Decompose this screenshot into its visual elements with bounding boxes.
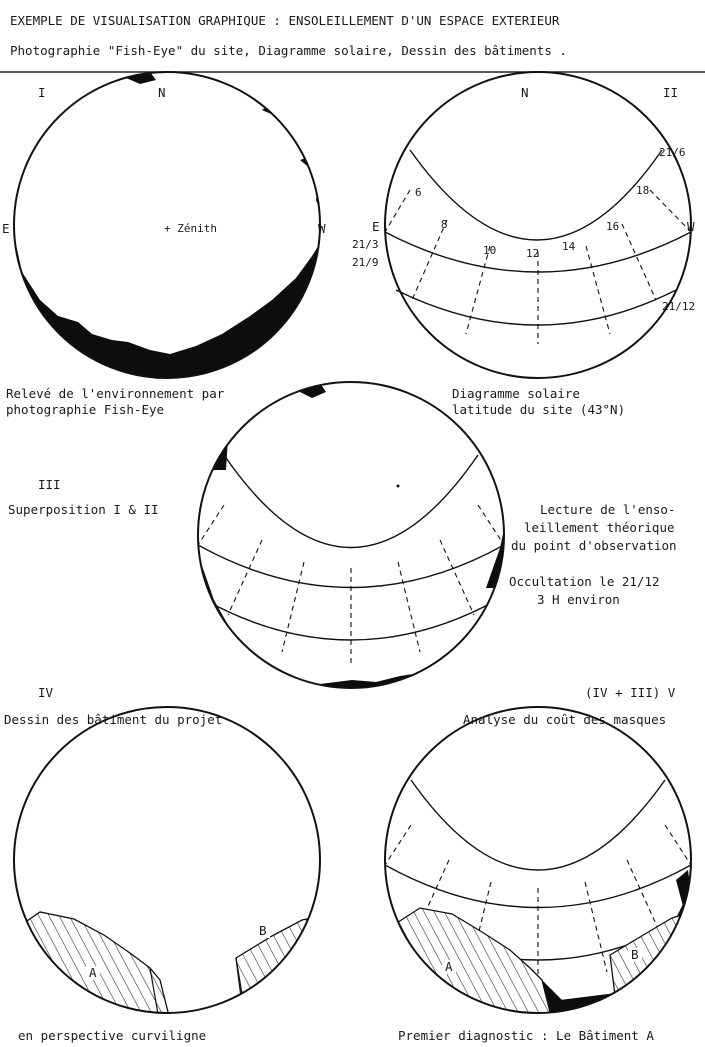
panel1-fisheye-diagram [0,72,330,380]
panel3-note-line1: Lecture de l'enso- [540,502,676,517]
panel2-sky-circle [385,72,691,378]
panel1-west-label: W [318,221,326,236]
panel2-hour-8: 8 [441,218,448,231]
panel3-mask-right [478,430,510,588]
panel2-caption-line1: Diagramme solaire [452,386,580,401]
panel3-hour-line-14 [398,562,420,652]
panel2-caption-line2: latitude du site (43°N) [452,402,626,417]
panel2-roman: II [663,85,679,100]
panel3-path-summer [224,455,478,548]
panel2-date-equinox-a: 21/3 [352,238,379,251]
panel3-label: Superposition I & II [8,502,159,517]
panel2-path-summer [410,150,662,240]
panel2-sunpath-diagram [385,72,691,378]
panel2-hour-14: 14 [562,240,576,253]
panel4-roman: IV [38,685,54,700]
panel2-hour-16: 16 [606,220,620,233]
panel4-building-b [236,916,324,1020]
panel5-mask-topleft [390,714,490,790]
panel3-hour-line-8 [228,540,262,615]
panel2-hour-line-18 [650,190,691,232]
panel2-north-label: N [521,85,529,100]
panel3-hour-line-6 [198,505,224,545]
panel5-hour-line-6 [385,825,411,865]
panel5-hour-line-16 [627,860,661,935]
panel4-building-a [0,912,170,1020]
panel3-note-line4: Occultation le 21/12 [509,574,660,589]
panel3-roman: III [38,477,61,492]
panel1-east-label: E [2,221,10,236]
page-subtitle: Photographie "Fish-Eye" du site, Diagramme solaire, Dessin des bâtiments . [10,43,567,58]
panel5-building-b-label: B [631,947,639,962]
panel1-horizon-mask-bottom [0,235,330,380]
panel2-west-label: W [687,219,695,234]
panel5-hour-line-14 [585,882,607,972]
panel4-caption: en perspective curviligne [18,1028,207,1043]
panel5-analysis-diagram [370,707,700,1020]
panel4-building-a-label: A [89,965,97,980]
panel3-note-line5: 3 H environ [537,592,620,607]
panel1-zenith-label: + Zénith [164,222,217,235]
panel5-hour-line-18 [665,825,691,865]
panel1-roman: I [38,85,46,100]
panel5-roman: (IV + III) V [585,685,676,700]
panel5-mask-topright [600,716,700,760]
panel4-buildings-diagram [0,707,324,1020]
panel2-date-equinox-b: 21/9 [352,256,379,269]
panel3-zenith-dot [397,485,400,488]
panel4-label: Dessin des bâtiment du projet [4,712,223,727]
panel5-label: Analyse du coût des masques [463,712,667,727]
panel2-hour-10: 10 [483,244,497,257]
panel2-east-label: E [372,219,380,234]
panel2-date-winter: 21/12 [662,300,696,313]
panel3-superposition-diagram [190,380,520,700]
panel5-caption: Premier diagnostic : Le Bâtiment A [398,1028,654,1043]
page-title: EXEMPLE DE VISUALISATION GRAPHIQUE : ENSOLEILLEMENT D'UN ESPACE EXTERIEUR [10,13,560,28]
panel5-path-summer [411,780,665,870]
panel5-building-a-label: A [445,959,453,974]
panel3-hour-line-18 [478,505,504,545]
panel3-mask-topleft [204,438,228,470]
panel2-hour-6: 6 [415,186,422,199]
panel4-building-b-label: B [259,923,267,938]
panel1-north-label: N [158,85,166,100]
panel2-hour-12: 12 [526,247,540,260]
panel2-hour-18: 18 [636,184,650,197]
panel2-date-summer: 21/6 [659,146,686,159]
panel2-hour-line-6 [385,190,410,232]
panel3-hour-line-16 [440,540,474,615]
panel1-caption-line2: photographie Fish-Eye [6,402,165,417]
panel2-path-winter [396,290,676,325]
panel2-hour-line-14 [586,246,610,334]
panel3-hour-line-10 [282,562,304,652]
panel2-hour-line-8 [412,220,447,300]
panel3-note-line2: leillement théorique [524,520,675,535]
panel2-hour-line-16 [622,224,656,300]
panel3-note-line3: du point d'observation [511,538,677,553]
panel1-caption-line1: Relevé de l'environnement par [6,386,225,401]
